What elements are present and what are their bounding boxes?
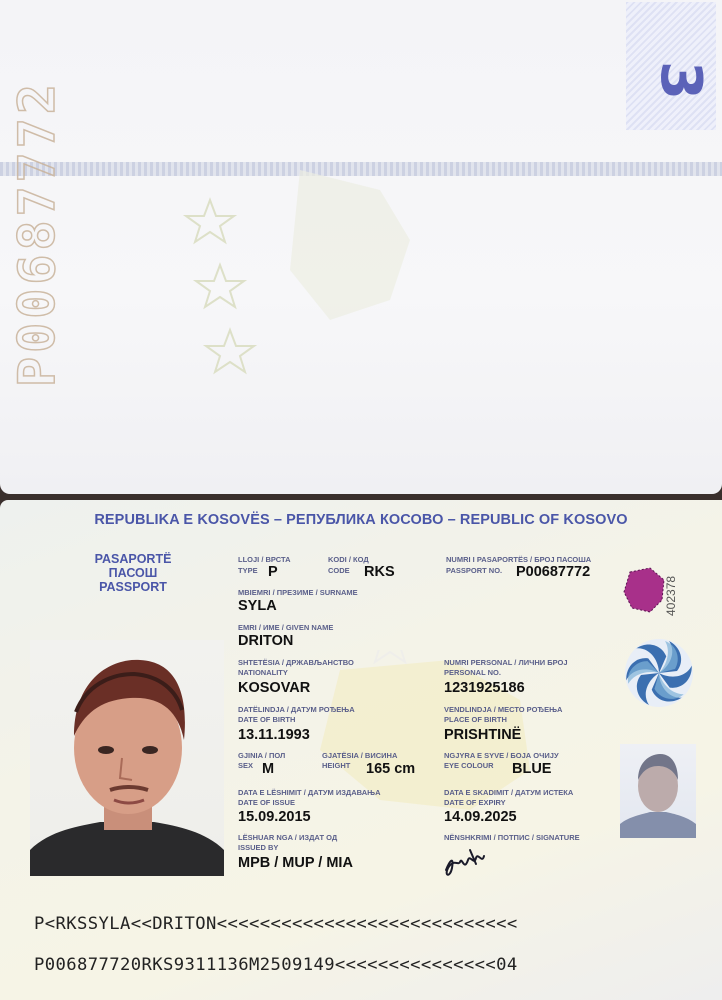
kosovo-map-emblem [620, 566, 668, 614]
mrz-line-1: P<RKSSYLA<<DRITON<<<<<<<<<<<<<<<<<<<<<<<<<<<< [34, 914, 518, 934]
type-label-en: TYPE [238, 566, 258, 575]
expiry-date-value: 14.09.2025 [444, 809, 517, 825]
issue-date-value: 15.09.2015 [238, 809, 311, 825]
personal-no-label: NUMRI PERSONAL / ЛИЧНИ БРОЈ [444, 658, 568, 667]
issuing-state-header: REPUBLIKA E KOSOVËS – РЕПУБЛИКА КОСОВО – REPUBLIC OF KOSOVO [94, 512, 628, 528]
passport-no-label-en: PASSPORT NO. [446, 566, 503, 575]
personal-no-value: 1231925186 [444, 680, 525, 696]
signature-label: NËNSHKRIMI / ПОТПИС / SIGNATURE [444, 833, 580, 842]
code-label: KODI / КОД [328, 555, 369, 564]
document-title-sq: PASAPORTË [94, 552, 172, 566]
nationality-value: KOSOVAR [238, 680, 311, 696]
watermark-stars [180, 130, 480, 410]
dob-label: DATËLINDJA / ДАТУМ РОЂЕЊА [238, 705, 355, 714]
document-title-sr: ПАСОШ [108, 566, 158, 580]
mrz-line-2: P006877720RKS9311136M2509149<<<<<<<<<<<<<<<04 [34, 955, 518, 975]
passport-no-label: NUMRI I PASAPORTËS / БРОЈ ПАСОША [446, 555, 592, 564]
top-page [0, 0, 722, 494]
type-value: P [268, 564, 278, 580]
holder-signature [440, 842, 500, 882]
dob-value: 13.11.1993 [238, 727, 310, 743]
sex-label: GJINIA / ПОЛ [238, 751, 286, 760]
issued-by-value: MPB / MUP / MIA [238, 855, 353, 871]
nationality-label: SHTETËSIA / ДРЖАВЉАНСТВО [238, 658, 354, 667]
eye-colour-value: BLUE [512, 761, 552, 777]
height-label-en: HEIGHT [322, 761, 351, 770]
document-title [78, 552, 188, 594]
pob-label-en: PLACE OF BIRTH [444, 715, 507, 724]
pob-value: PRISHTINË [444, 727, 522, 743]
code-label-en: CODE [328, 566, 350, 575]
given-name-value: DRITON [238, 633, 294, 649]
given-name-label: EMRI / ИМЕ / GIVEN NAME [238, 623, 334, 632]
page-number: 3 [648, 61, 714, 100]
holder-photo [30, 640, 224, 876]
expiry-date-label: DATA E SKADIMIT / ДАТУМ ИСТЕКА [444, 788, 574, 797]
sex-value: M [262, 761, 275, 777]
nationality-label-en: NATIONALITY [238, 668, 288, 677]
dob-label-en: DATE OF BIRTH [238, 715, 296, 724]
height-label: GJATËSIA / ВИСИНА [322, 751, 398, 760]
type-label: LLOJI / ВРСТА [238, 555, 291, 564]
expiry-date-label-en: DATE OF EXPIRY [444, 798, 506, 807]
perforated-passport-number: P00687772 [8, 80, 66, 387]
document-serial-number: 402378 [664, 575, 678, 616]
security-swirl-emblem [622, 636, 696, 710]
surname-value: SYLA [238, 598, 277, 614]
personal-no-label-en: PERSONAL NO. [444, 668, 501, 677]
pob-label: VENDLINDJA / МЕСТО РОЂЕЊА [444, 705, 563, 714]
height-value: 165 cm [366, 761, 416, 777]
surname-label: MBIEMRI / ПРЕЗИМЕ / SURNAME [238, 588, 358, 597]
ghost-image [620, 744, 696, 838]
issued-by-label: LËSHUAR NGA / ИЗДАТ ОД [238, 833, 338, 842]
eye-colour-label: NGJYRA E SYVE / БОЈА ОЧИЈУ [444, 751, 559, 760]
sex-label-en: SEX [238, 761, 254, 770]
issued-by-label-en: ISSUED BY [238, 843, 279, 852]
passport-no-value: P00687772 [516, 564, 591, 580]
eye-colour-label-en: EYE COLOUR [444, 761, 494, 770]
issue-date-label: DATA E LËSHIMIT / ДАТУМ ИЗДАВАЊА [238, 788, 381, 797]
issue-date-label-en: DATE OF ISSUE [238, 798, 295, 807]
document-title-en: PASSPORT [99, 580, 167, 594]
code-value: RKS [364, 564, 395, 580]
